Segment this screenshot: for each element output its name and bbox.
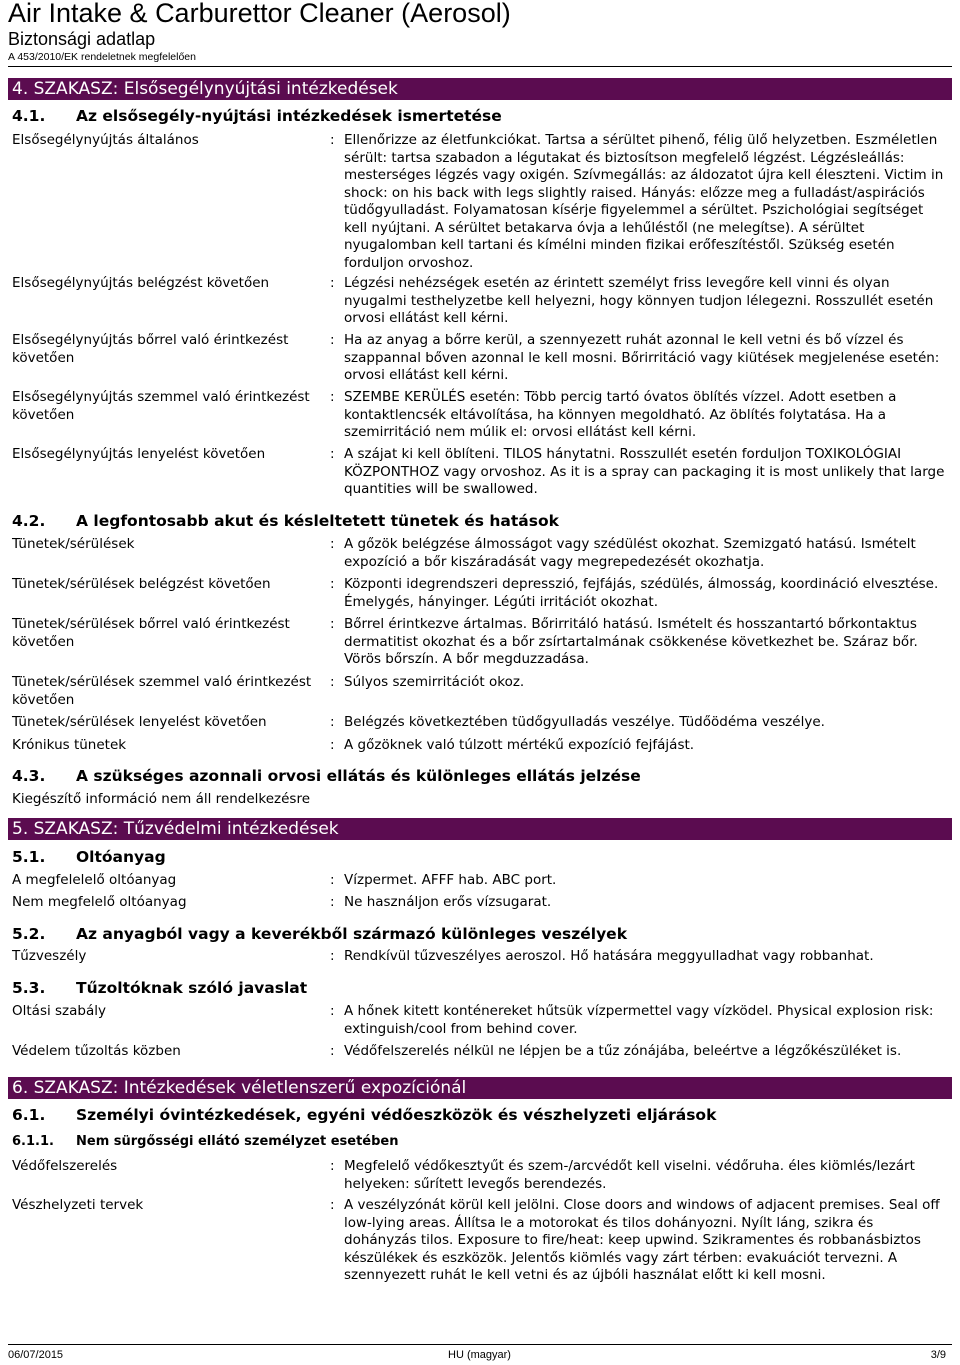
row-label: Elsősegélynyújtás belégzést követően — [12, 275, 270, 291]
heading-4-2 — [12, 511, 559, 531]
document-title: Air Intake & Carburettor Cleaner (Aerosol) — [8, 0, 511, 28]
heading-text: A szükséges azonnali orvosi ellátás és különleges ellátás jelzése — [76, 767, 641, 785]
row-colon: : — [330, 894, 335, 910]
heading-number: 5.3. — [12, 979, 46, 997]
row-label: Elsősegélynyújtás szemmel való érintkezést követően — [12, 389, 310, 423]
row-label: Tünetek/sérülések — [12, 536, 135, 552]
section-6-banner: 6. SZAKASZ: Intézkedések véletlenszerű expozíciónál — [8, 1077, 952, 1099]
row-label: Védőfelszerelés — [12, 1158, 118, 1174]
row-colon: : — [330, 132, 335, 148]
row-value: A szájat ki kell öblíteni. TILOS hánytatni. Rosszullét esetén forduljon TOXIKOLÓGIAI KÖZPONTHOZ vagy orvoshoz. As it is a spray can packaging it is most unlikely that large quantities will be swallowed. — [344, 446, 945, 497]
section-5-banner: 5. SZAKASZ: Tűzvédelmi intézkedések — [8, 818, 952, 840]
section-4-banner: 4. SZAKASZ: Elsősegélynyújtási intézkedések — [8, 78, 952, 100]
row-label: Védelem tűzoltás közben — [12, 1043, 181, 1059]
heading-4-1 — [12, 106, 502, 126]
row-colon: : — [330, 389, 335, 405]
row-colon: : — [330, 1043, 335, 1059]
row-label: Vészhelyzeti tervek — [12, 1197, 144, 1213]
row-value: Megfelelő védőkesztyűt és szem-/arcvédőt kell viselni. védőruha. éles kiömlés/lezárt helyeken: sűrített levegős berendezés. — [344, 1158, 915, 1192]
row-colon: : — [330, 616, 335, 632]
row-label: Tünetek/sérülések belégzést követően — [12, 576, 271, 592]
heading-4-3 — [12, 766, 641, 786]
header-divider — [8, 66, 952, 67]
row-value: A gőzöknek való túlzott mértékű expozíció fejfájást. — [344, 737, 695, 753]
regulation-note: A 453/2010/EK rendeletnek megfelelően — [8, 51, 196, 63]
row-colon: : — [330, 674, 335, 690]
heading-text: Nem sürgősségi ellátó személyzet esetében — [76, 1134, 399, 1149]
row-colon: : — [330, 948, 335, 964]
row-label: Oltási szabály — [12, 1003, 106, 1019]
row-value: Ne használjon erős vízsugarat. — [344, 894, 552, 910]
row-colon: : — [330, 576, 335, 592]
footer-divider — [8, 1344, 952, 1345]
heading-number: 4.1. — [12, 107, 46, 125]
row-colon: : — [330, 275, 335, 291]
row-value: Rendkívül tűzveszélyes aeroszol. Hő hatására meggyulladhat vagy robbanhat. — [344, 948, 874, 964]
row-colon: : — [330, 1197, 335, 1213]
footer-date: 06/07/2015 — [8, 1349, 64, 1361]
row-colon: : — [330, 332, 335, 348]
row-label: Tünetek/sérülések szemmel való érintkezést követően — [12, 674, 312, 708]
heading-text: Tűzoltóknak szóló javaslat — [76, 979, 308, 997]
row-label: Elsősegélynyújtás lenyelést követően — [12, 446, 266, 462]
row-value: Vízpermet. AFFF hab. ABC port. — [344, 872, 557, 888]
row-value: Védőfelszerelés nélkül ne lépjen be a tűz zónájába, beleértve a légzőkészüléket is. — [344, 1043, 902, 1059]
row-label: Tünetek/sérülések lenyelést követően — [12, 714, 267, 730]
row-label: A megfelelelő oltóanyag — [12, 872, 177, 888]
row-value: SZEMBE KERÜLÉS esetén: Több percig tartó óvatos öblítés vízzel. Adott esetben a kontaktlencsék eltávolítása, ha könnyen megoldható. Az öblítés folytatása. Ha a szemirritáció nem múlik el: orvosi ellátást kell kérni. — [344, 389, 897, 440]
row-value: Bőrrel érintkezve ártalmas. Bőrirritáló hatású. Ismételt és hosszantartó bőrkontaktus dermatitist okozhat és a bőr zsírtartalmának csökkenése következhet be. Száraz bőr. Vörös bőrszín. A bőr megduzzadása. — [344, 616, 918, 667]
heading-5-1 — [12, 847, 166, 867]
row-label: Krónikus tünetek — [12, 737, 127, 753]
row-label: Nem megfelelő oltóanyag — [12, 894, 187, 910]
row-value: Súlyos szemirritációt okoz. — [344, 674, 525, 690]
heading-5-3 — [12, 978, 307, 998]
row-colon: : — [330, 872, 335, 888]
heading-number: 4.2. — [12, 512, 46, 530]
heading-5-2 — [12, 924, 627, 944]
heading-text: Az elsősegély-nyújtási intézkedések ismertetése — [76, 107, 502, 125]
row-value: Ellenőrizze az életfunkciókat. Tartsa a sérültet pihenő, félig ülő helyzetben. Eszméletlen sérült: tartsa szabadon a légutakat és biztosítson megfelelő légzést. Légzésleállás: mesterséges légzés vagy oxigén. Szívmegállás: az áldozatot újra kell éleszteni. Victim in shock: on his back with legs slightly raised. Hányás: előzze meg a fulladást/aspirációs tüdőgyulladást. Folyamatosan kísérje figyelemmel a sérültet. Pszichológiai segítséget kell nyújtani. A sérültet betakarva óvja a lehűléstől (ne melegítse). A sérültet nyugalomban kell tartani és kímélni minden fizikai erőfeszítéstől. Szükség esetén forduljon orvoshoz. — [344, 132, 944, 271]
footer-language: HU (magyar) — [448, 1349, 511, 1361]
row-colon: : — [330, 1003, 335, 1019]
heading-text: Az anyagból vagy a keverékből származó különleges veszélyek — [76, 925, 628, 943]
row-colon: : — [330, 714, 335, 730]
row-value: Légzési nehézségek esetén az érintett személyt friss levegőre kell vinni és olyan nyugalmi testhelyzetbe kell helyezni, hogy könnyen tudjon lélegezni. Rosszullét esetén orvosi ellátást kell kérni. — [344, 275, 934, 326]
heading-text: Oltóanyag — [76, 848, 166, 866]
row-value: A gőzök belégzése álmosságot vagy szédülést okozhat. Szemizgató hatású. Ismételt expozíció a bőr kiszáradását vagy megrepedezését okozhatja. — [344, 536, 916, 570]
heading-number: 4.3. — [12, 767, 46, 785]
row-label: Elsősegélynyújtás bőrrel való érintkezést követően — [12, 332, 289, 366]
row-value: A veszélyzónát körül kell jelölni. Close doors and windows of adjacent premises. Seal off low-lying areas. Állítsa le a motorokat és tilos dohányozni. Nyílt láng, szikra és dohányzás tilos. Exposure to fire/heat: keep upwind. Szikramentes és robbanásbiztos készülékek és eszközök. Jelentős kiömlés vagy zárt térben: evakuációt tervezni. A szennyezett ruhát le kell vetni és az újbóli használat előtt ki kell mosni. — [344, 1197, 940, 1283]
row-colon: : — [330, 737, 335, 753]
row-value: Ha az anyag a bőrre kerül, a szennyezett ruhát azonnal le kell vetni és bő vízzel és szappannal bőven azonnal le kell mosni. Bőrirritáció vagy kiütések megjelenése esetén: orvosi ellátást kell kérni. — [344, 332, 940, 383]
heading-number: 5.1. — [12, 848, 46, 866]
row-colon: : — [330, 536, 335, 552]
additional-info-note: Kiegészítő információ nem áll rendelkezésre — [12, 791, 311, 807]
document-subtitle: Biztonsági adatlap — [8, 29, 156, 49]
row-colon: : — [330, 446, 335, 462]
heading-text: A legfontosabb akut és késleltetett tünetek és hatások — [76, 512, 559, 530]
heading-number: 6.1. — [12, 1106, 46, 1124]
footer-page-number: 3/9 — [930, 1349, 946, 1361]
row-colon: : — [330, 1158, 335, 1174]
heading-number: 6.1.1. — [12, 1134, 54, 1149]
row-label: Tünetek/sérülések bőrrel való érintkezést követően — [12, 616, 290, 650]
row-label: Elsősegélynyújtás általános — [12, 132, 199, 148]
heading-6-1-1 — [12, 1133, 398, 1151]
heading-6-1 — [12, 1105, 716, 1125]
row-value: Belégzés következtében tüdőgyulladás veszélye. Tüdőödéma veszélye. — [344, 714, 825, 730]
heading-number: 5.2. — [12, 925, 46, 943]
row-value: A hőnek kitett konténereket hűtsük vízpermettel vagy vízködel. Physical explosion risk: extinguish/cool from behind cover. — [344, 1003, 934, 1037]
heading-text: Személyi óvintézkedések, egyéni védőeszközök és vészhelyzeti eljárások — [76, 1106, 717, 1124]
row-value: Központi idegrendszeri depresszió, fejfájás, szédülés, álmosság, koordináció elvesztése. Émelygés, hányinger. Légúti irritációt okozhat. — [344, 576, 939, 610]
row-label: Tűzveszély — [12, 948, 87, 964]
